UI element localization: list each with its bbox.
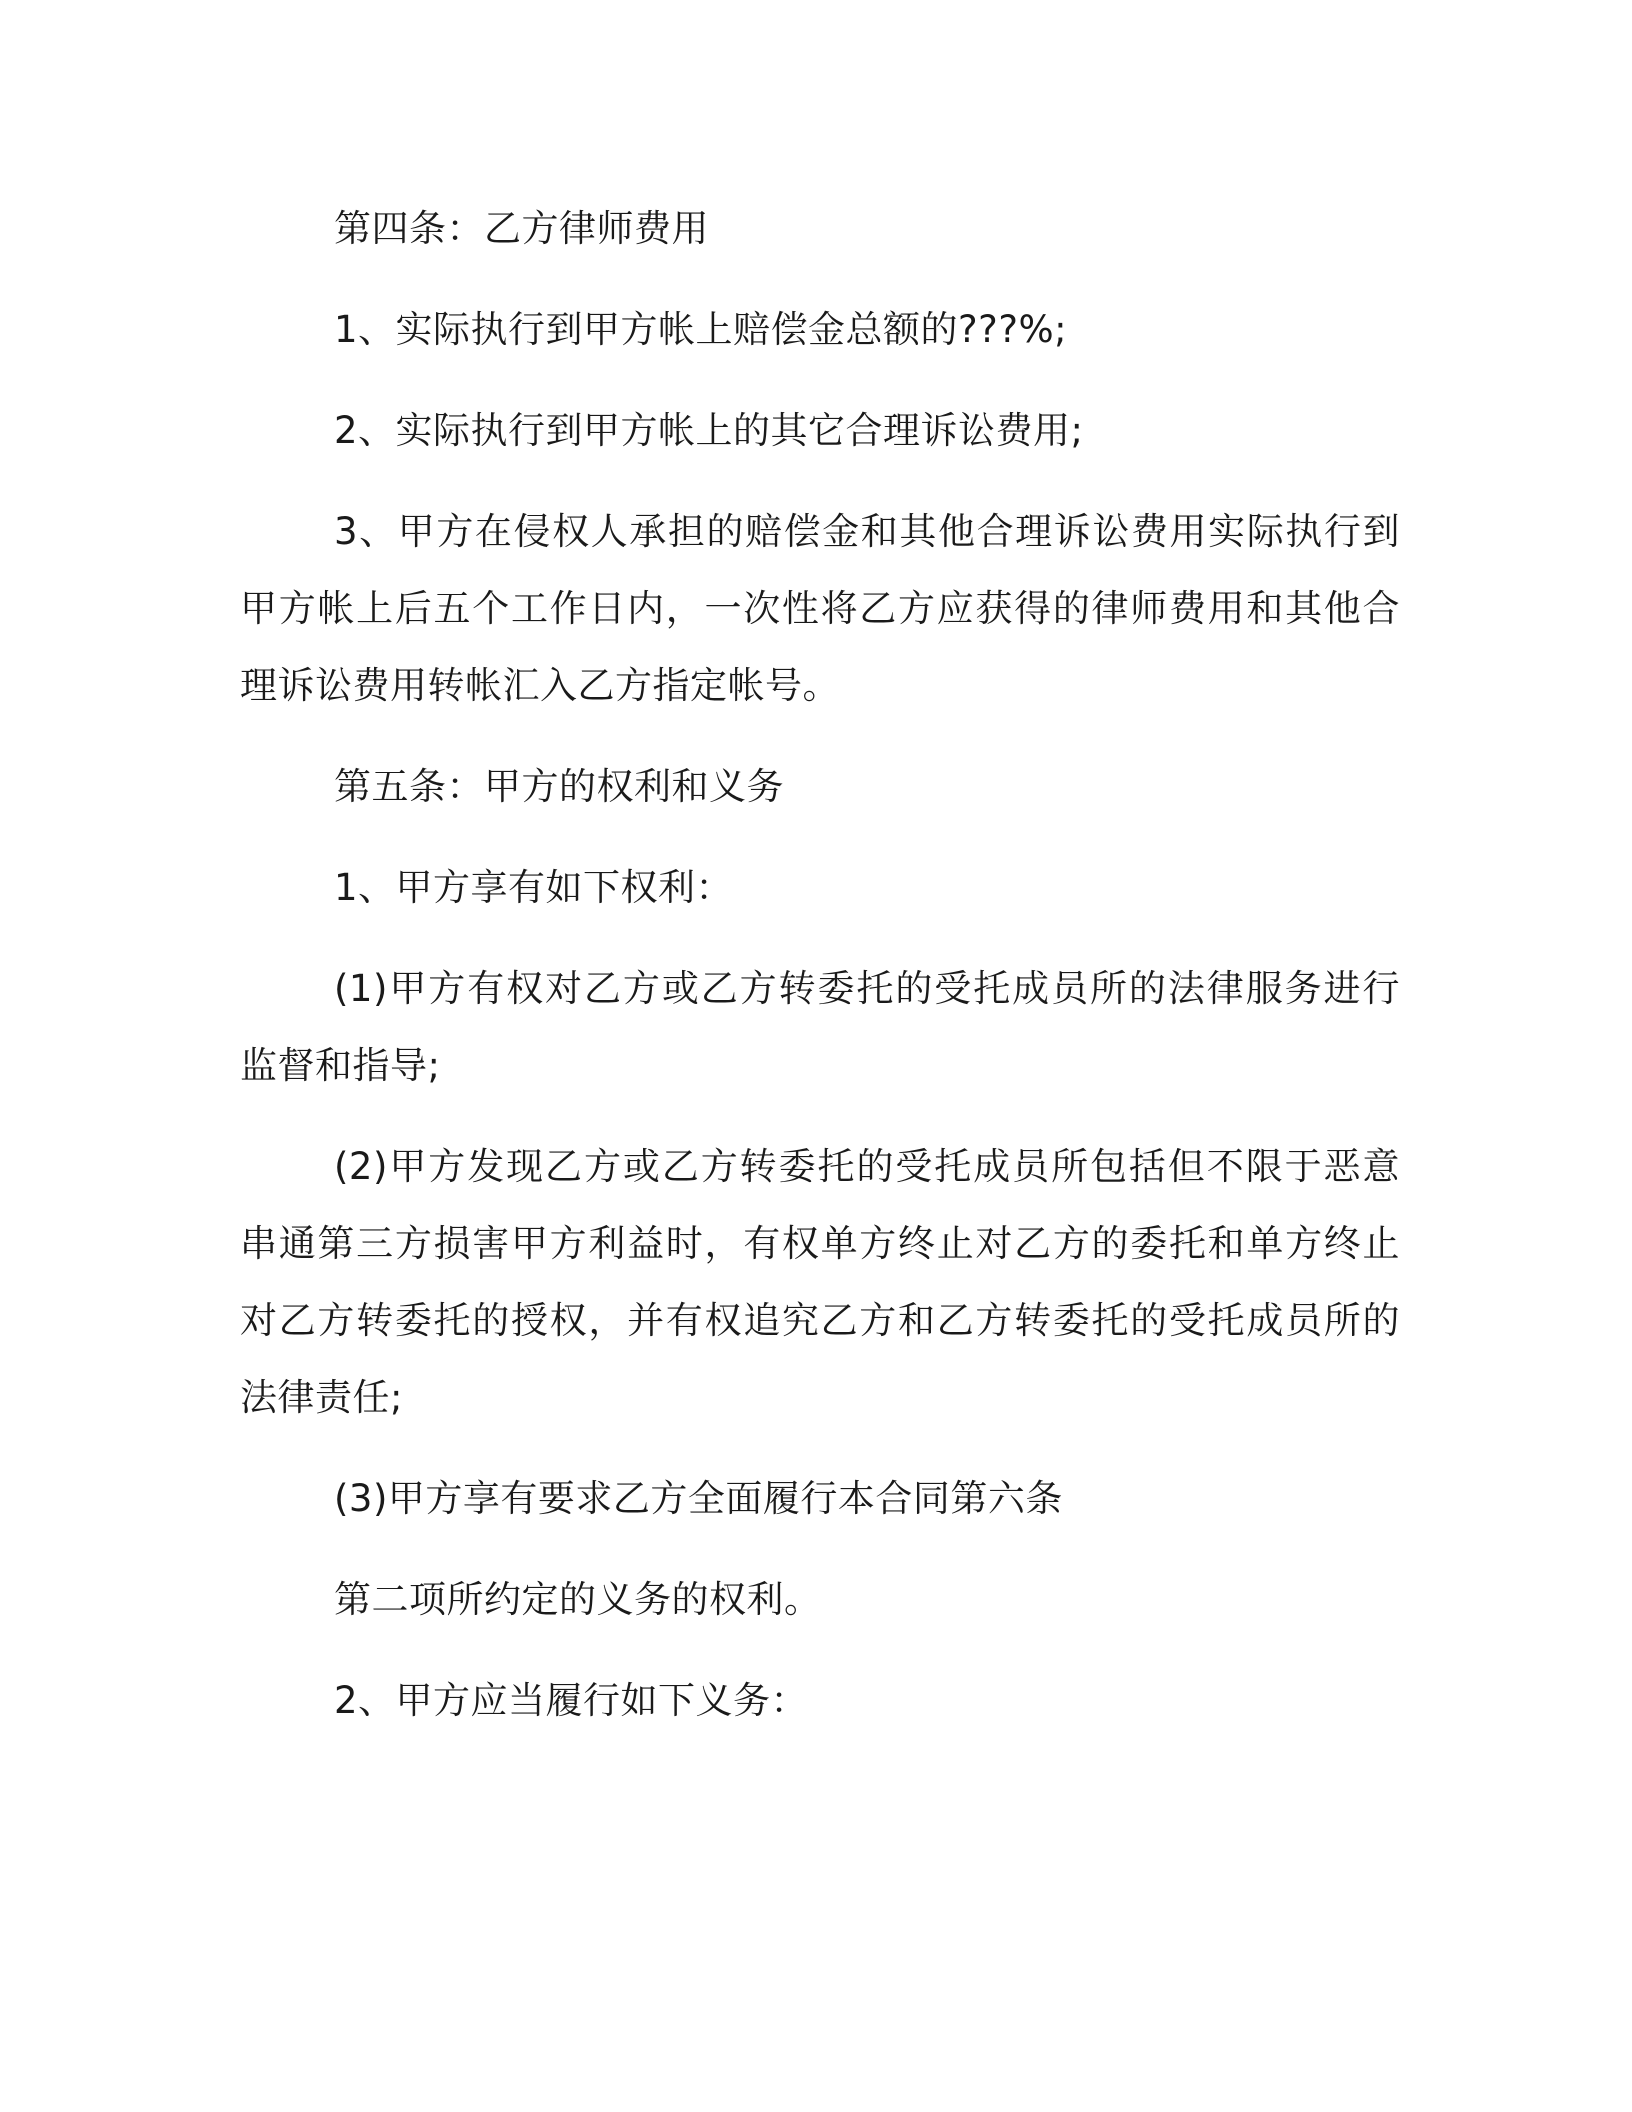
- article-4-heading: 第四条：乙方律师费用: [334, 207, 709, 250]
- article-5-right-2: (2)甲方发现乙方或乙方转委托的受托成员所包括但不限于恶意串通第三方损害甲方利益时，有权单方终止对乙方的委托和单方终止对乙方转委托的授权，并有权追究乙方和乙方转委托的受托成员所的法律责任;: [240, 1145, 1400, 1419]
- document-body: [240, 190, 1400, 1763]
- article-5-section-1-heading: 1、甲方享有如下权利：: [334, 866, 734, 909]
- article-4-item-1: 1、实际执行到甲方帐上赔偿金总额的???%;: [334, 308, 1068, 351]
- article-4-item-2: 2、实际执行到甲方帐上的其它合理诉讼费用;: [334, 409, 1084, 452]
- article-5-section-2-heading: 2、甲方应当履行如下义务：: [334, 1679, 809, 1722]
- article-5-right-3-continued: 第二项所约定的义务的权利。: [334, 1578, 822, 1621]
- article-5-right-3: (3)甲方享有要求乙方全面履行本合同第六条: [334, 1477, 1063, 1520]
- article-5-right-1: (1)甲方有权对乙方或乙方转委托的受托成员所的法律服务进行监督和指导;: [240, 967, 1400, 1087]
- article-5-heading: 第五条：甲方的权利和义务: [334, 765, 784, 808]
- article-4-item-3: 3、甲方在侵权人承担的赔偿金和其他合理诉讼费用实际执行到甲方帐上后五个工作日内，一次性将乙方应获得的律师费用和其他合理诉讼费用转帐汇入乙方指定帐号。: [240, 510, 1400, 707]
